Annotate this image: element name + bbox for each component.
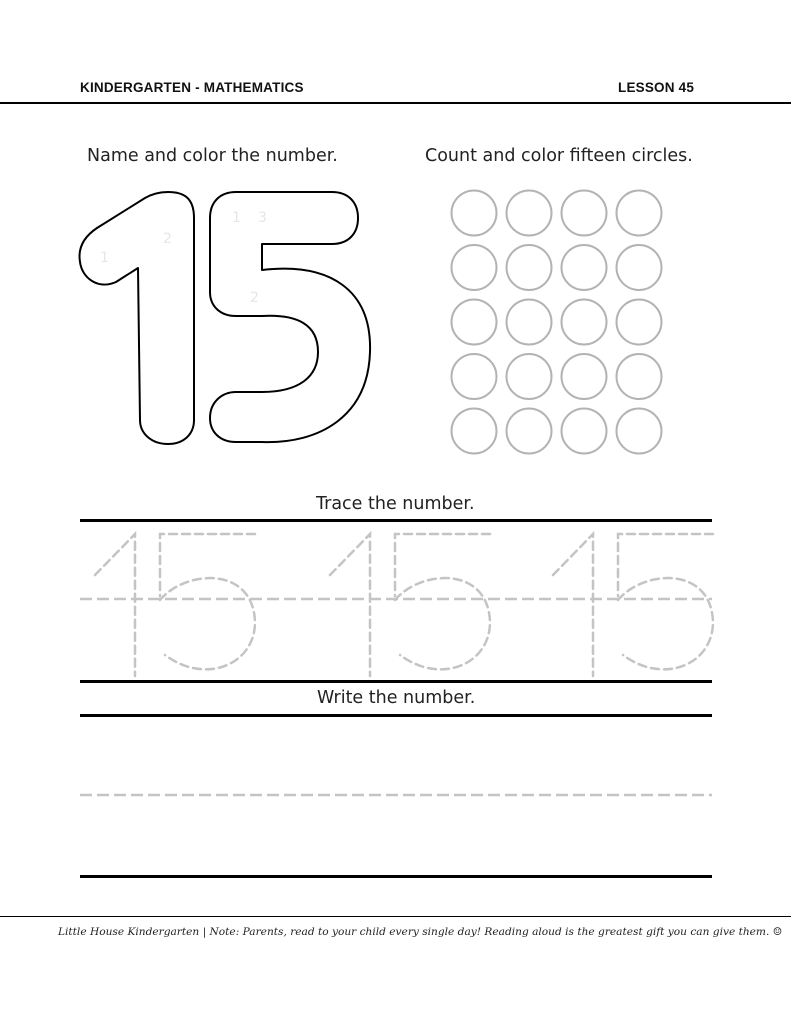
hint-2a: 2 xyxy=(163,231,172,247)
worksheet-subject: KINDERGARTEN - MATHEMATICS xyxy=(80,80,304,95)
footer-note: Little House Kindergarten | Note: Parents, read to your child every single day! Reading aloud is the greatest gift you can give them. ☺ xyxy=(58,926,783,938)
name-color-instruction: Name and color the number. xyxy=(87,146,338,166)
hint-1b: 1 xyxy=(232,210,241,226)
hint-1a: 1 xyxy=(100,250,109,266)
footer-rule xyxy=(0,916,791,917)
hint-2b: 2 xyxy=(250,290,259,306)
hint-3: 3 xyxy=(258,210,267,226)
count-color-instruction: Count and color fifteen circles. xyxy=(425,146,693,166)
write-instruction: Write the number. xyxy=(317,688,476,708)
trace-instruction: Trace the number. xyxy=(316,494,475,514)
lesson-number: LESSON 45 xyxy=(618,80,695,95)
write-bottom-rule xyxy=(80,875,712,878)
